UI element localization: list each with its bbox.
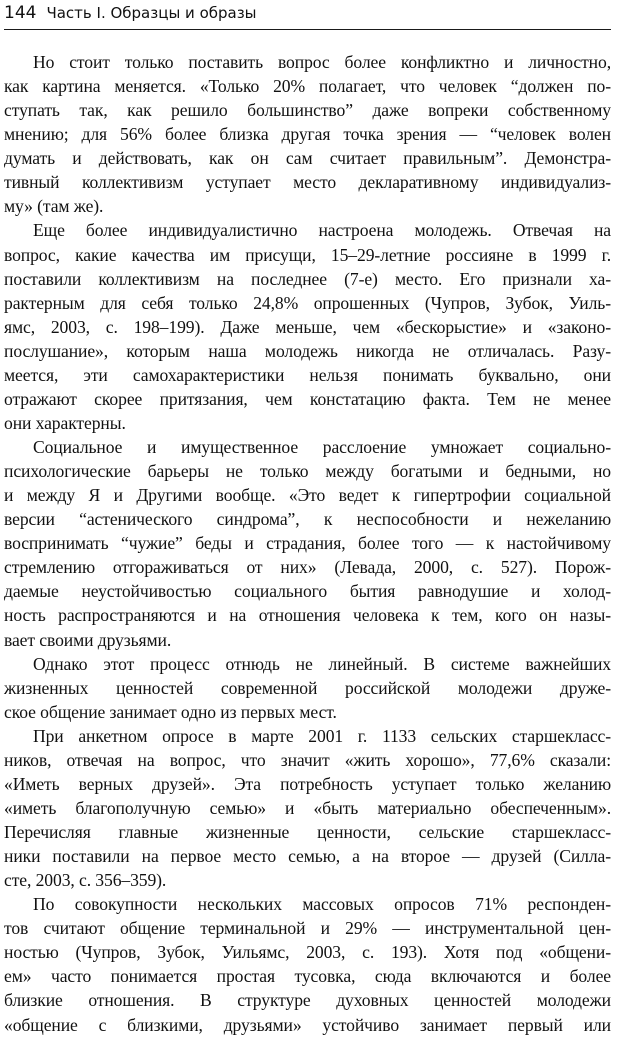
paragraph [4,892,611,1036]
text-line: жизненных ценностей современной российской молодежи друже- [4,677,611,698]
text-line: вопрос, какие качества им присущи, 15–29-летние россияне в 1999 г. [4,244,611,265]
section-title: Часть I. Образцы и образы [46,4,257,22]
paragraph [4,652,611,724]
text-line: «Иметь верных друзей». Эта потребность уступает только желанию [4,773,611,794]
text-line: воспринимать “чужие” беды и страдания, более того — к настойчивому [4,533,611,554]
text-line: близкие отношения. В структуре духовных ценностей молодежи [4,990,611,1011]
text-line: ников, отвечая на вопрос, что значит «жить хорошо», 77,6% сказали: [4,749,611,770]
text-line: психологические барьеры не только между богатыми и бедными, но [4,461,611,482]
text-line: ем» часто понимается простая тусовка, сюда включаются и более [4,966,611,987]
text-line: Социальное и имущественное расслоение умножает социально- [33,437,611,457]
paragraph [4,724,611,892]
text-line: послушание», которым наша молодежь никогда не отличалась. Разу- [4,340,611,361]
text-line: меется, эти самохарактеристики нельзя понимать буквально, они [4,364,611,385]
text-line: ность распространяются и на отношения человека к тем, кого он назы- [4,605,611,626]
text-line: как картина меняется. «Только 20% полагает, что человек “должен по- [4,76,611,97]
text-line: Перечисляя главные жизненные ценности, сельские старшекласс- [4,822,611,842]
text-line: ское общение занимает одно из первых мест. [4,701,337,722]
text-line: сте, 2003, с. 356–359). [4,870,167,891]
text-line: Еще более индивидуалистично настроена молодежь. Отвечая на [33,220,611,241]
paragraph [4,50,611,218]
text-line: вает своими друзьями. [4,629,172,650]
body-text [4,50,611,1037]
text-line: ники поставили на первое место семью, а на второе — друзей (Силла- [4,846,611,867]
text-line: и между Я и Другими вообще. «Это ведет к гипертрофии социальной [4,485,611,506]
text-line: ступать так, как решило большинство” даже вопреки собственному [4,100,611,121]
text-line: ямс, 2003, с. 198–199). Даже меньше, чем «бескорыстие» и «законо- [4,316,611,337]
text-line: При анкетном опросе в марте 2001 г. 1133 сельских старшекласс- [33,725,611,746]
running-head [4,0,611,30]
text-line: даемые неустойчивостью социального бытия равнодушие и холод- [4,581,611,602]
paragraph [4,218,611,435]
text-line: му» (там же). [4,196,104,217]
text-line: мнению; для 56% более близка другая точка зрения — “человек волен [4,124,611,145]
text-line: «иметь благополучную семью» и «быть материально обеспеченным». [4,797,611,818]
text-line: стремлению отгораживаться от них» (Левада, 2000, с. 527). Порож- [4,557,611,578]
text-line: ностью (Чупров, Зубок, Уильямс, 2003, с. 193). Хотя под «общени- [4,942,611,963]
text-line: они характерны. [4,412,126,433]
text-line: «общение с близкими, друзьями» устойчиво занимает первый или [4,1014,611,1035]
text-line: По совокупности нескольких массовых опросов 71% респонден- [33,894,611,915]
text-line: Однако этот процесс отнюдь не линейный. В системе важнейших [33,653,611,674]
paragraph [4,435,611,652]
text-line: думать и действовать, как он сам считает правильным”. Демонстра- [4,148,611,169]
text-line: Но стоит только поставить вопрос более конфликтно и личностно, [33,52,611,72]
text-line: поставили коллективизм на последнее (7-е) место. Его признали ха- [4,268,611,289]
page-number: 144 [4,3,37,23]
text-line: отражают скорее притязания, чем констатацию факта. Тем не менее [4,388,611,409]
text-line: рактерным для себя только 24,8% опрошенных (Чупров, Зубок, Уиль- [4,292,611,313]
text-line: версии “астенического синдрома”, к неспособности и нежеланию [4,509,611,530]
text-line: тивный коллективизм уступает место декларативному индивидуализ- [4,172,611,193]
text-line: тов считают общение терминальной и 29% — инструментальной цен- [4,918,611,939]
